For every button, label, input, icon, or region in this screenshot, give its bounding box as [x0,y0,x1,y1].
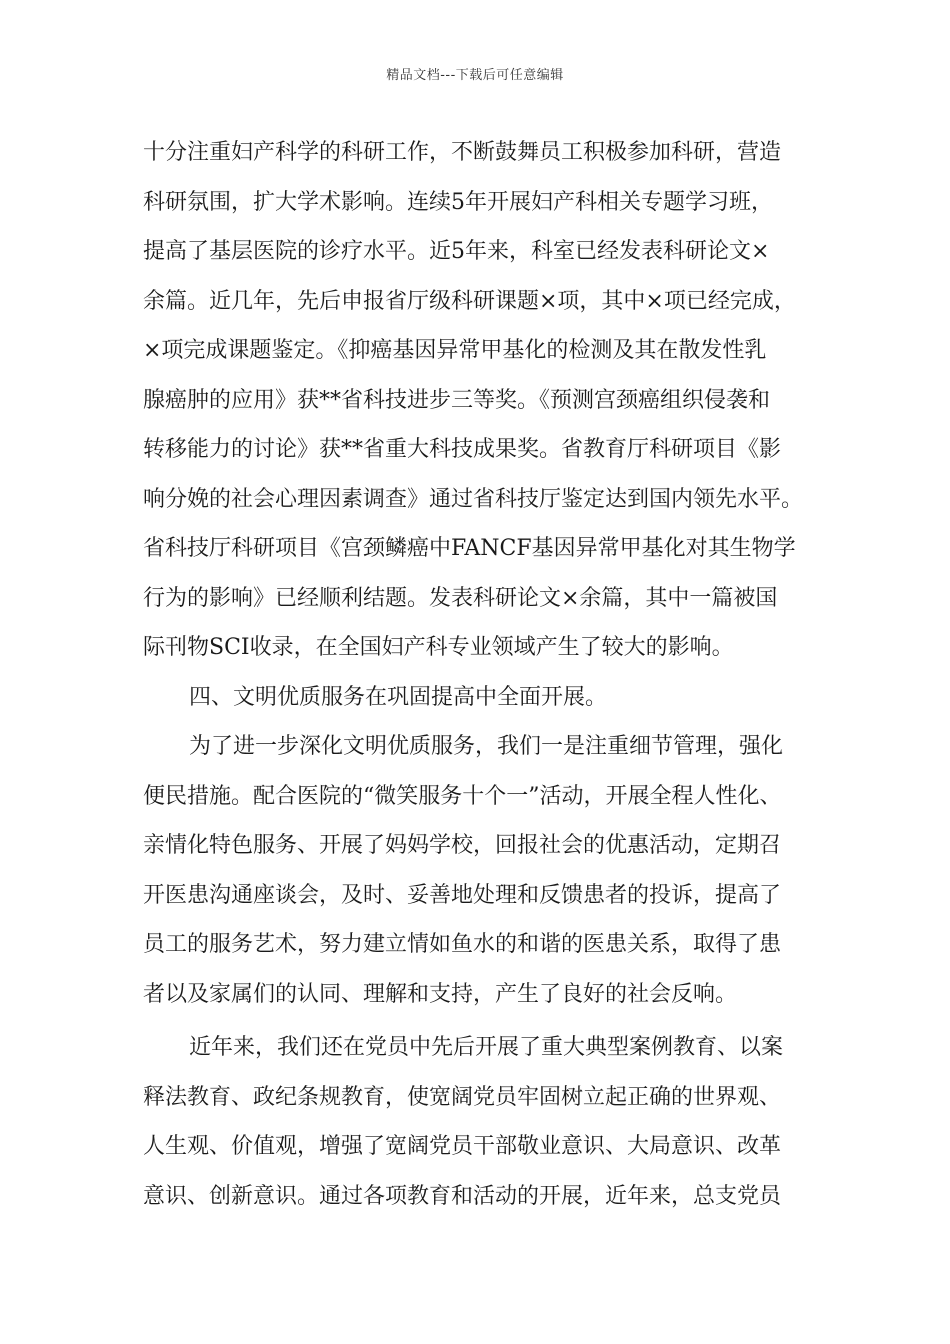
text-line: 员工的服务艺术，努力建立情如鱼水的和谐的医患关系，取得了患 [143,932,782,957]
text-line: 释法教育、政纪条规教育，使宽阔党员牢固树立起正确的世界观、 [143,1084,782,1110]
text-line: 开医患沟通座谈会，及时、妥善地处理和反馈患者的投诉，提高了 [143,882,782,908]
paragraph-party-education [143,1023,823,1221]
paragraph-research [143,128,823,673]
paragraph-service [143,722,823,1019]
text-line: 人生观、价值观，增强了宽阔党员干部敬业意识、大局意识、改革 [143,1134,782,1159]
text-line: 近年来，我们还在党员中先后开展了重大典型案例教育、以案 [189,1035,784,1060]
text-line: 响分娩的社会心理因素调查》通过省科技厅鉴定达到国内领先水平。 [143,486,804,512]
text-line: 转移能力的讨论》获**省重大科技成果奖。省教育厅科研项目《影 [143,437,782,462]
text-line: 者以及家属们的认同、理解和支持，产生了良好的社会反响。 [143,981,738,1007]
text-line: 亲情化特色服务、开展了妈妈学校，回报社会的优惠活动，定期召 [143,833,782,858]
section-heading-text: 四、文明优质服务在巩固提高中全面开展。 [189,684,608,710]
text-line: 省科技厅科研项目《宫颈鳞癌中FANCF基因异常甲基化对其生物学 [143,536,796,561]
text-line: 为了进一步深化文明优质服务，我们一是注重细节管理，强化 [189,734,784,759]
text-line: 余篇。近几年，先后申报省厅级科研课题×项，其中×项已经完成， [143,288,796,314]
text-line: 意识、创新意识。通过各项教育和活动的开展，近年来，总支党员 [143,1183,782,1209]
text-line: 际刊物SCI收录，在全国妇产科专业领域产生了较大的影响。 [143,635,734,660]
page-header: 精品文档---下载后可任意编辑 [386,68,564,83]
text-line: 便民措施。配合医院的“微笑服务十个一”活动，开展全程人性化、 [143,783,782,809]
section-heading-4 [143,673,823,723]
text-line: 十分注重妇产科学的科研工作，不断鼓舞员工积极参加科研，营造 [143,140,782,165]
text-line: ×项完成课题鉴定。《抑癌基因异常甲基化的检测及其在散发性乳 [143,338,767,363]
text-line: 行为的影响》已经顺利结题。发表科研论文×余篇，其中一篇被国 [143,585,778,611]
document-body [143,128,823,1221]
text-line: 腺癌肿的应用》获**省科技进步三等奖。《预测宫颈癌组织侵袭和 [143,387,771,413]
text-line: 科研氛围，扩大学术影响。连续5年开展妇产科相关专题学习班， [143,189,773,215]
text-line: 提高了基层医院的诊疗水平。近5年来，科室已经发表科研论文× [143,239,770,264]
